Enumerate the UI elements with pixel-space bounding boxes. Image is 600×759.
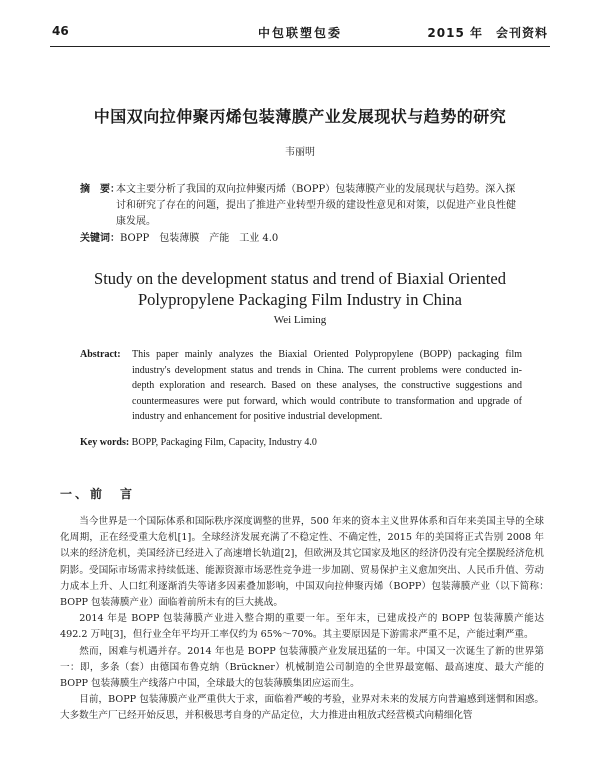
english-keywords-text: BOPP, Packaging Film, Capacity, Industry 4.0 bbox=[131, 437, 317, 448]
english-abstract-label: Abstract: bbox=[80, 349, 121, 360]
body-paragraph-2: 2014 年是 BOPP 包装薄膜产业进入整合期的重要一年。至年末，已建成投产的 BOPP 包装薄膜产能达 492.2 万吨[3]，但行业全年平均开工率仅约为 65%～70%。其主要原因是下游需求严重不足，产能过剩严重。 bbox=[60, 613, 544, 641]
chinese-keywords-label: 关键词： bbox=[80, 233, 120, 244]
chinese-abstract bbox=[80, 182, 516, 230]
chinese-title: 中国双向拉伸聚丙烯包装薄膜产业发展现状与趋势的研究 bbox=[93, 107, 507, 126]
page-header bbox=[52, 24, 548, 44]
english-abstract bbox=[80, 347, 522, 425]
journal-name: 中包联塑包委 bbox=[257, 26, 342, 40]
body-paragraph-4: 目前，BOPP 包装薄膜产业严重供大于求，面临着严峻的考验，业界对未来的发展方向普遍感到迷惘和困惑。大多数生产厂已经开始反思，并积极思考自身的产品定位，大力推进由粗放式经营模式向精细化管 bbox=[60, 694, 544, 722]
body-paragraph-3: 然而，困难与机遇并存。2014 年也是 BOPP 包装薄膜产业发展迅猛的一年。中国又一次诞生了新的世界第一：即，多条（套）由德国布鲁克纳（Brückner）机械制造公司制造的全世界最宽幅、最高速度、最大产能的 BOPP 包装薄膜生产线落户中国，全球最大的包装薄膜集团应运而生。 bbox=[60, 645, 544, 690]
english-abstract-text: This paper mainly analyzes the Biaxial Oriented Polypropylene (BOPP) packaging film industry's development status and trends in China. The current problems were conducted in-depth exploration and research. Based on these analyses, the constructive suggestions and countermeasures were put forward, which would contribute to transformation and upgrade of industry and enhancement for positive industrial development. bbox=[132, 349, 522, 422]
chinese-abstract-label: 摘 要： bbox=[80, 184, 120, 195]
english-author: Wei Liming bbox=[273, 314, 327, 326]
english-title: Study on the development status and trend of Biaxial Oriented Polypropylene Packaging Film Industry in China bbox=[94, 269, 506, 309]
chinese-keywords bbox=[80, 231, 516, 247]
english-keywords bbox=[80, 437, 522, 448]
header-rule bbox=[50, 46, 550, 47]
chinese-author: 韦丽明 bbox=[285, 147, 315, 158]
section-heading: 一、前 言 bbox=[60, 487, 136, 501]
english-keywords-label: Key words: bbox=[80, 437, 130, 448]
chinese-abstract-text: 本文主要分析了我国的双向拉伸聚丙烯（BOPP）包装薄膜产业的发展现状与趋势。深入探讨和研究了存在的问题，提出了推进产业转型升级的建设性意见和对策，以促进产业良性健康发展。 bbox=[116, 184, 516, 227]
page-number: 46 bbox=[52, 24, 69, 38]
body-paragraph-1: 当今世界是一个国际体系和国际秩序深度调整的世界，500 年来的资本主义世界体系和百年来美国主导的全球化周期，正在经受重大危机[1]。全球经济发展充满了不稳定性、不确定性，2015 年的美国将正式告别 2008 年以来的经济危机，美国经济已经进入了高速增长轨道[2]，但欧洲及其它国家及地区的经济仍没有完全摆脱经济危机阴影。受国际市场需求持续低迷、能源资源市场恶性竞争进一步加剧、贸易保护主义愈加突出、人民币升值、劳动力成本上升、人口红利逐渐消失等诸多因素叠加影响，中国双向拉伸聚丙烯（BOPP）包装薄膜产业（以下简称： BOPP 包装薄膜产业）面临着前所未有的巨大挑战。 bbox=[60, 516, 554, 609]
body-text bbox=[60, 514, 554, 725]
year-info: 2015 年 会刊资料 bbox=[427, 26, 548, 40]
chinese-keywords-text: BOPP 包装薄膜 产能 工业 4.0 bbox=[120, 233, 279, 244]
